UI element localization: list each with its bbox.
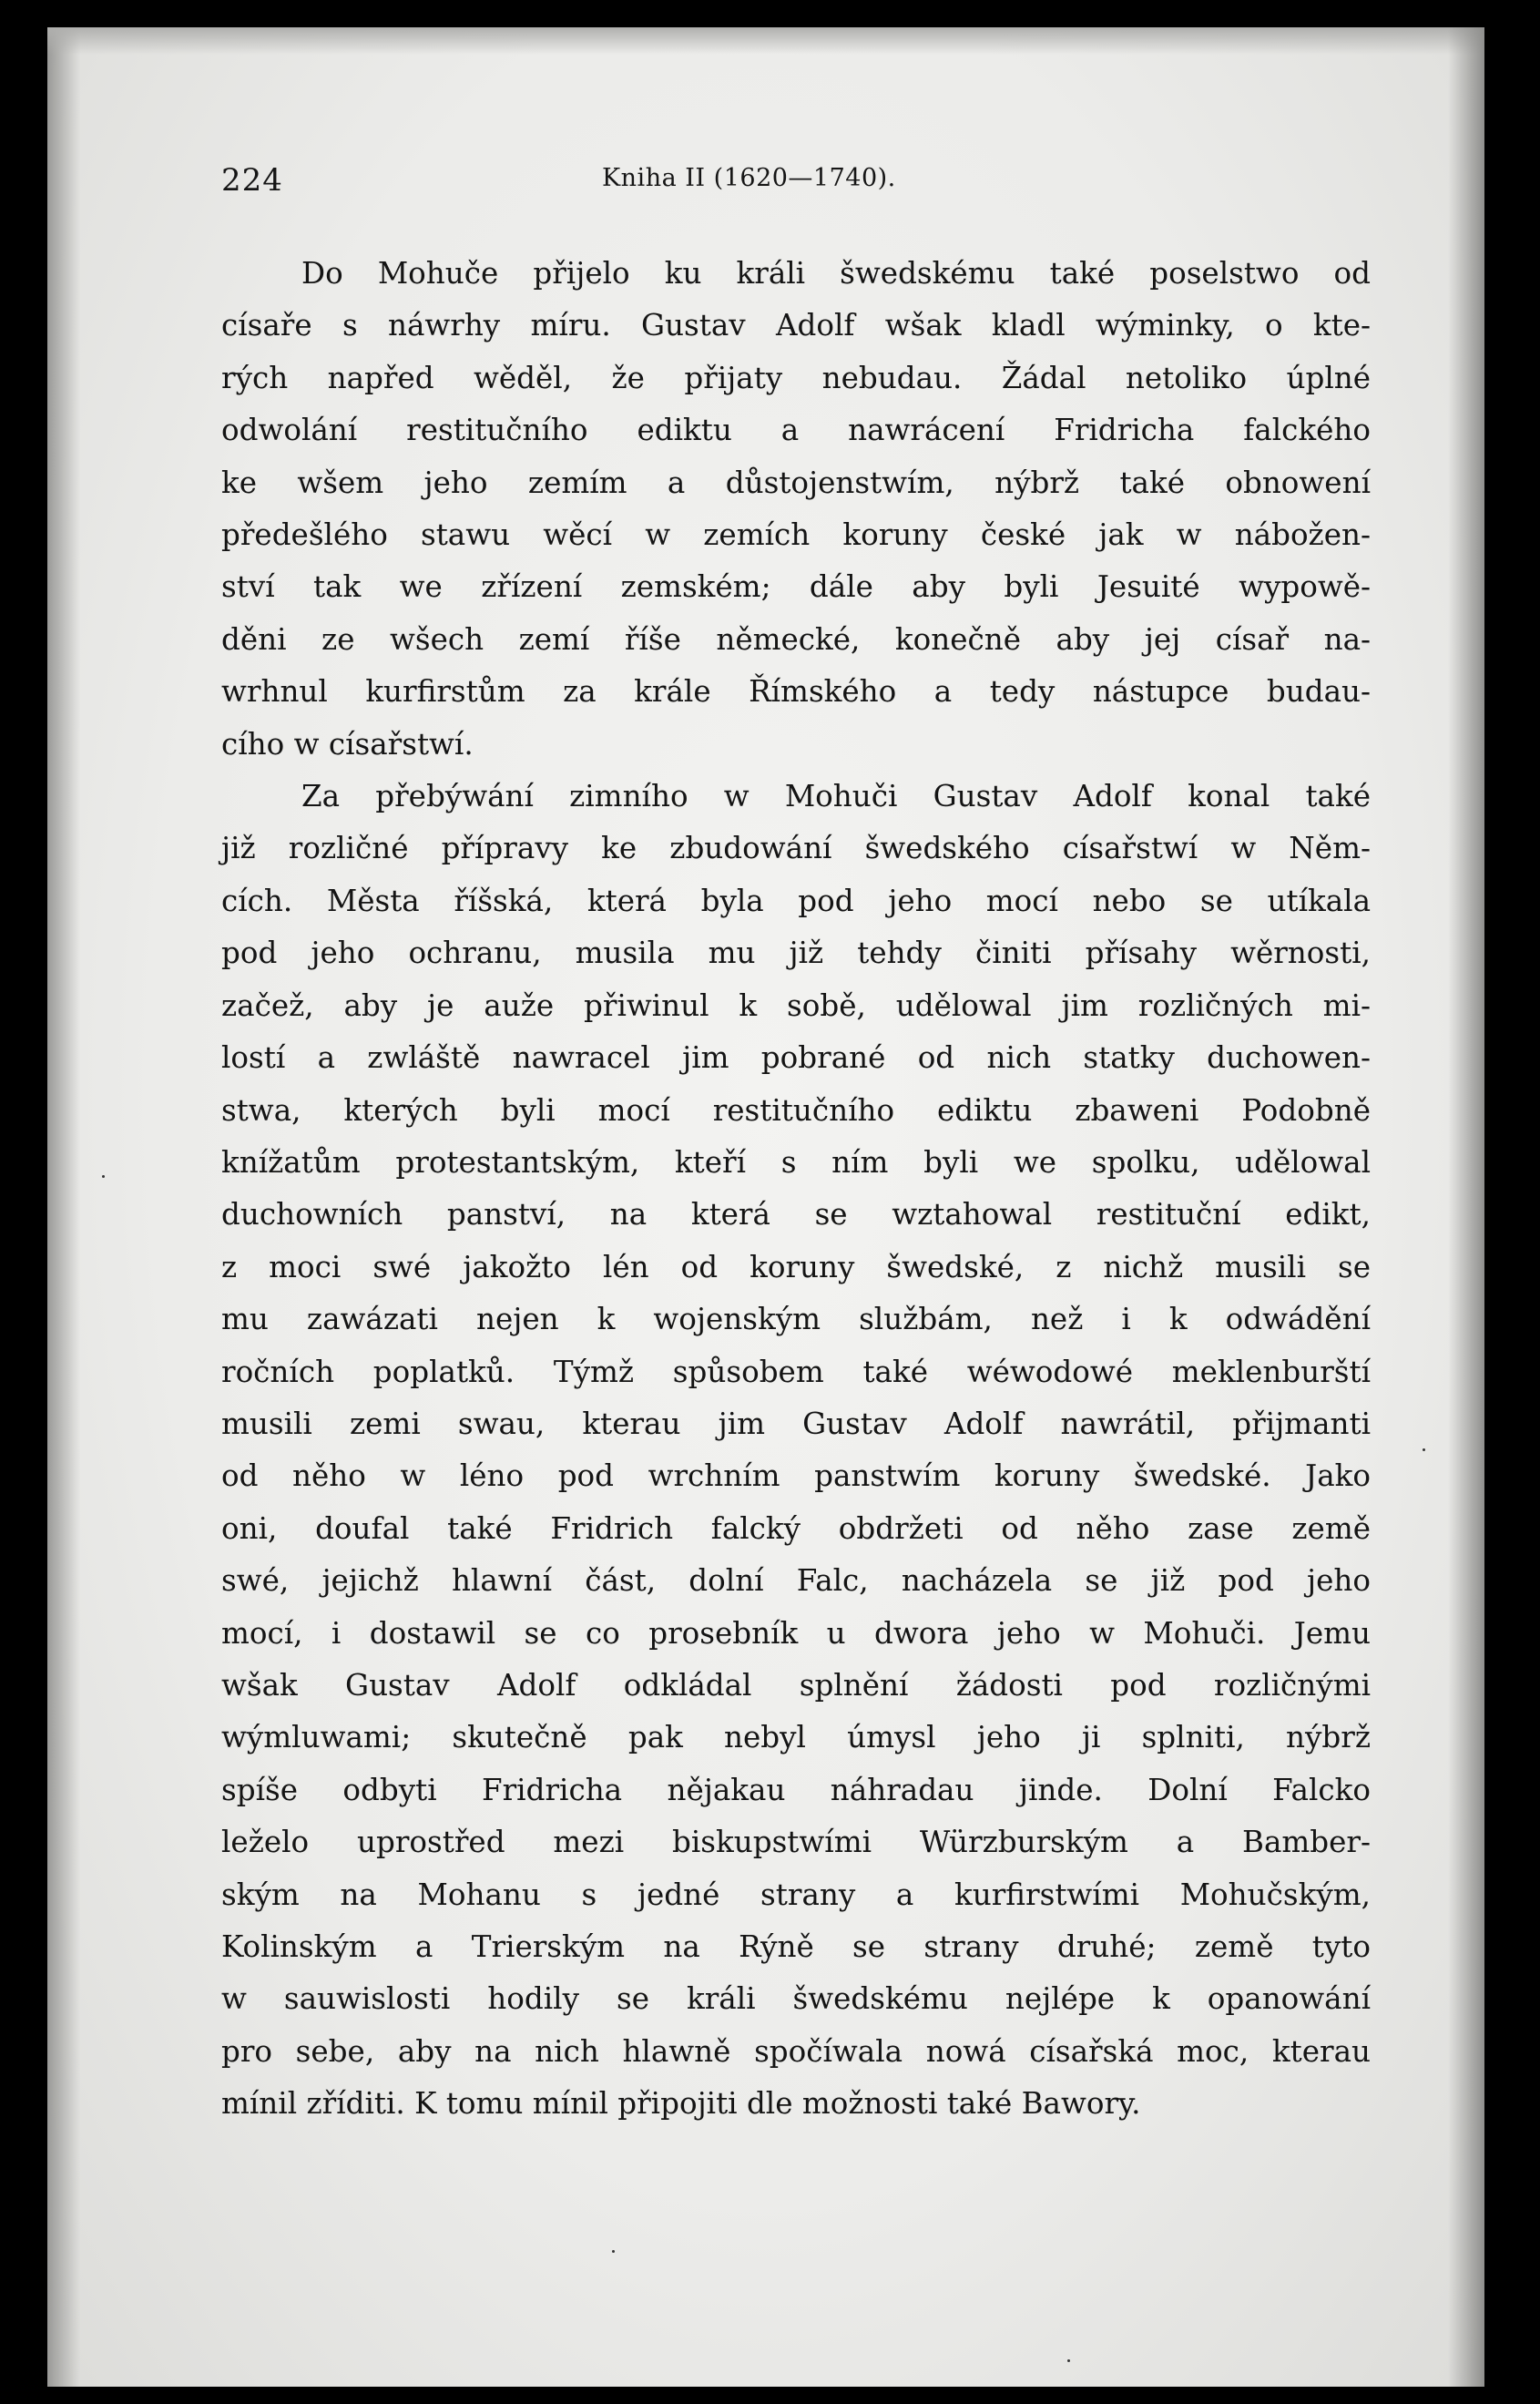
text-line: mu zawázati nejen k wojenským službám, než i k odwádění: [221, 1302, 1371, 1337]
text-line: ročních poplatků. Týmž spůsobem také wéwodowé meklenburští: [221, 1354, 1371, 1389]
text-line: wrhnul kurfirstům za krále Římského a tedy nástupce budau-: [221, 674, 1371, 710]
text-line: lostí a zwláště nawracel jim pobrané od nich statky duchowen-: [221, 1040, 1371, 1076]
paragraph-2: [221, 771, 1371, 2131]
text-line: wýmluwami; skutečně pak nebyl úmysl jeho ji splniti, nýbrž: [221, 1720, 1371, 1755]
print-speck: [612, 2250, 615, 2253]
text-line: již rozličné přípravy ke zbudowání šwedského císařstwí w Něm-: [221, 831, 1371, 866]
text-line: od něho w léno pod wrchním panstwím koruny šwedské. Jako: [221, 1458, 1371, 1494]
print-speck: [102, 1175, 105, 1178]
page-number: 224: [221, 162, 283, 199]
text-line: císaře s náwrhy míru. Gustav Adolf wšak kladl wýminky, o kte-: [221, 308, 1371, 343]
text-line: leželo uprostřed mezi biskupstwími Würzburským a Bamber-: [221, 1825, 1371, 1860]
print-speck: [1423, 1448, 1425, 1451]
text-line: děni ze wšech zemí říše německé, konečně aby jej císař na-: [221, 621, 1371, 657]
text-line: swé, jejichž hlawní část, dolní Falc, nacházela se již pod jeho: [221, 1563, 1371, 1599]
body-text: [221, 248, 1371, 2131]
page-edge-shadow-top: [47, 27, 1484, 55]
text-line: w sauwislosti hodily se králi šwedskému nejlépe k opanowání: [221, 1981, 1371, 2017]
text-line: oni, doufal také Fridrich falcký obdržeti od něho zase země: [221, 1510, 1371, 1546]
text-line: spíše odbyti Fridricha nějakau náhradau jinde. Dolní Falcko: [221, 1772, 1371, 1807]
text-line: pod jeho ochranu, musila mu již tehdy činiti přísahy wěrnosti,: [221, 936, 1371, 971]
text-line: mínil zříditi. K tomu mínil připojiti dle možnosti také Bawory.: [221, 2086, 1141, 2122]
text-line: cích. Města říšská, která byla pod jeho mocí nebo se utíkala: [221, 883, 1371, 918]
running-head: [221, 162, 990, 202]
text-line: duchowních panství, na která se wztahowal restituční edikt,: [221, 1197, 1371, 1233]
text-line: cího w císařstwí.: [221, 726, 474, 762]
text-line: předešlého stawu wěcí w zemích koruny české jak w nábožen-: [221, 517, 1371, 553]
text-line: stwa, kterých byli mocí restitučního ediktu zbaweni Podobně: [221, 1092, 1371, 1128]
text-line: ství tak we zřízení zemském; dále aby byli Jesuité wypowě-: [221, 569, 1371, 605]
page-edge-shadow-left: [47, 27, 80, 2387]
page-edge-shadow-right: [1448, 27, 1484, 2387]
text-line: Za přebýwání zimního w Mohuči Gustav Adolf konal také: [301, 779, 1371, 814]
text-line: odwolání restitučního ediktu a nawrácení Fridricha falckého: [221, 413, 1371, 448]
text-line: Kolinským a Trierským na Rýně se strany druhé; země tyto: [221, 1929, 1371, 1964]
text-line: musili zemi swau, kterau jim Gustav Adolf nawrátil, přijmanti: [221, 1406, 1371, 1441]
print-speck: [1067, 2359, 1070, 2362]
paragraph-1: [221, 248, 1371, 771]
text-line: začež, aby je auže přiwinul k sobě, udělowal jim rozličných mi-: [221, 987, 1371, 1023]
text-line: rých napřed wěděl, že přijaty nebudau. Žádal netoliko úplné: [221, 360, 1371, 395]
text-line: wšak Gustav Adolf odkládal splnění žádosti pod rozličnými: [221, 1667, 1371, 1703]
text-line: Do Mohuče přijelo ku králi šwedskému také poselstwo od: [301, 256, 1371, 291]
text-line: ke wšem jeho zemím a důstojenstwím, nýbrž také obnowení: [221, 465, 1371, 500]
text-line: pro sebe, aby na nich hlawně spočíwala nowá císařská moc, kterau: [221, 2033, 1371, 2069]
text-line: knížatům protestantským, kteří s ním byli we spolku, udělowal: [221, 1144, 1371, 1180]
text-line: z moci swé jakožto lén od koruny šwedské, z nichž musili se: [221, 1249, 1371, 1284]
text-line: mocí, i dostawil se co prosebník u dwora jeho w Mohuči. Jemu: [221, 1615, 1371, 1651]
header-title: Kniha II (1620—1740).: [602, 164, 896, 192]
text-line: ským na Mohanu s jedné strany a kurfirstwími Mohučským,: [221, 1877, 1371, 1912]
